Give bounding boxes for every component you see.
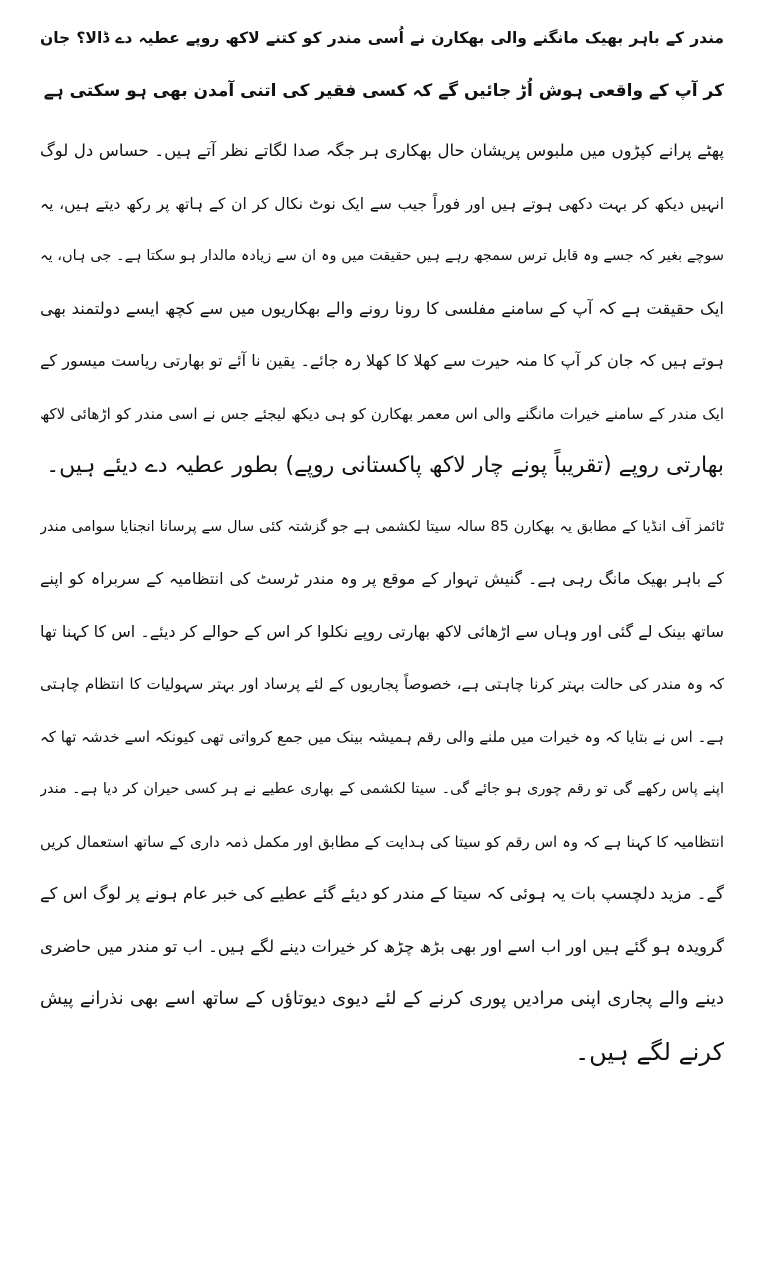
text-line: ٹائمز آف انڈیا کے مطابق یہ بھکارن 85 سالہ سیتا لکشمی ہے جو گزشتہ کئی سال سے پرسانا انجنایا سوامی مندر xyxy=(40,518,724,535)
text-line: دینے والے پجاری اپنی مرادیں پوری کرنے کے لئے دیوی دیوتاؤں کے ساتھ اسے بھی نذرانے پیش xyxy=(40,988,724,1009)
text-line: بھارتی روپے (تقریباً پونے چار لاکھ پاکستانی روپے) بطور عطیہ دے دیئے ہیں۔ xyxy=(46,453,724,478)
paragraph-1 xyxy=(40,125,724,493)
text-line: ساتھ بینک لے گئی اور وہاں سے اڑھائی لاکھ بھارتی روپے نکلوا کر اس کے حوالے کر دیئے۔ اس کا کہنا تھا xyxy=(40,621,724,641)
text-line: انہیں دیکھ کر بہت دکھی ہوتے ہیں اور فوراً جیب سے ایک نوٹ نکال کر ان کے ہاتھ پر رکھ دیتے ہیں، یہ xyxy=(40,194,724,213)
text-line: پھٹے پرانے کپڑوں میں ملبوس پریشان حال بھکاری ہر جگہ صدا لگاتے نظر آتے ہیں۔ حساس دل لوگ xyxy=(40,141,724,160)
text-line: کر آپ کے واقعی ہوش اُڑ جائیں گے کہ کسی فقیر کی اتنی آمدن بھی ہو سکتی ہے xyxy=(43,80,724,101)
text-line: مندر کے باہر بھیک مانگنے والی بھکارن نے اُسی مندر کو کتنے لاکھ روپے عطیہ دے ڈالا؟ جان xyxy=(40,29,724,47)
text-line: ہے۔ اس نے بتایا کہ وہ خیرات میں ملنے والی رقم ہمیشہ بینک میں جمع کرواتی تھی کیونکہ اسے خدشہ تھا کہ xyxy=(40,727,724,746)
text-line: ایک مندر کے سامنے خیرات مانگنے والی اس معمر بھکارن کو ہی دیکھ لیجئے جس نے اسی مندر کو اڑھائی لاکھ xyxy=(40,404,724,423)
intro-paragraph xyxy=(40,12,724,117)
text-line: اپنے پاس رکھے گی تو رقم چوری ہو جائے گی۔ سیتا لکشمی کے بھاری عطیے نے ہر کسی حیران کر دیا ہے۔ مندر xyxy=(40,781,724,797)
text-line: کرنے لگے ہیں۔ xyxy=(575,1037,724,1066)
paragraph-2 xyxy=(40,501,724,1079)
text-line: سوچے بغیر کہ جسے وہ قابل ترس سمجھ رہے ہیں حقیقت میں وہ ان سے زیادہ مالدار ہو سکتا ہے۔ جی ہاں، یہ xyxy=(40,248,724,264)
text-line: ہوتے ہیں کہ جان کر آپ کا منہ حیرت سے کھلا کا کھلا رہ جائے۔ یقین نا آئے تو بھارتی ریاست میسور کے xyxy=(40,351,724,370)
text-line: گرویدہ ہو گئے ہیں اور اب اسے اور بھی بڑھ چڑھ کر خیرات دینے لگے ہیں۔ اب تو مندر میں حاضری xyxy=(40,936,724,956)
text-line: کے باہر بھیک مانگ رہی ہے۔ گنیش تہوار کے موقع پر وہ مندر ٹرسٹ کی انتظامیہ کے سربراہ کو اپنے xyxy=(40,569,724,588)
text-line: ایک حقیقت ہے کہ آپ کے سامنے مفلسی کا رونا رونے والے بھکاریوں میں سے کچھ ایسے دولتمند بھی xyxy=(40,298,724,318)
text-line: گے۔ مزید دلچسپ بات یہ ہوئی کہ سیتا کے مندر کو دیئے گئے عطیے کی خبر عام ہونے پر لوگ اس کے xyxy=(40,884,724,903)
text-line: انتظامیہ کا کہنا ہے کہ وہ اس رقم کو سیتا کی ہدایت کے مطابق اور مکمل ذمہ داری کے ساتھ استعمال کریں xyxy=(40,832,724,851)
text-line: کہ وہ مندر کی حالت بہتر کرنا چاہتی ہے، خصوصاً پجاریوں کے لئے پرساد اور بہتر سہولیات کا انتظام چاہتی xyxy=(40,675,724,693)
